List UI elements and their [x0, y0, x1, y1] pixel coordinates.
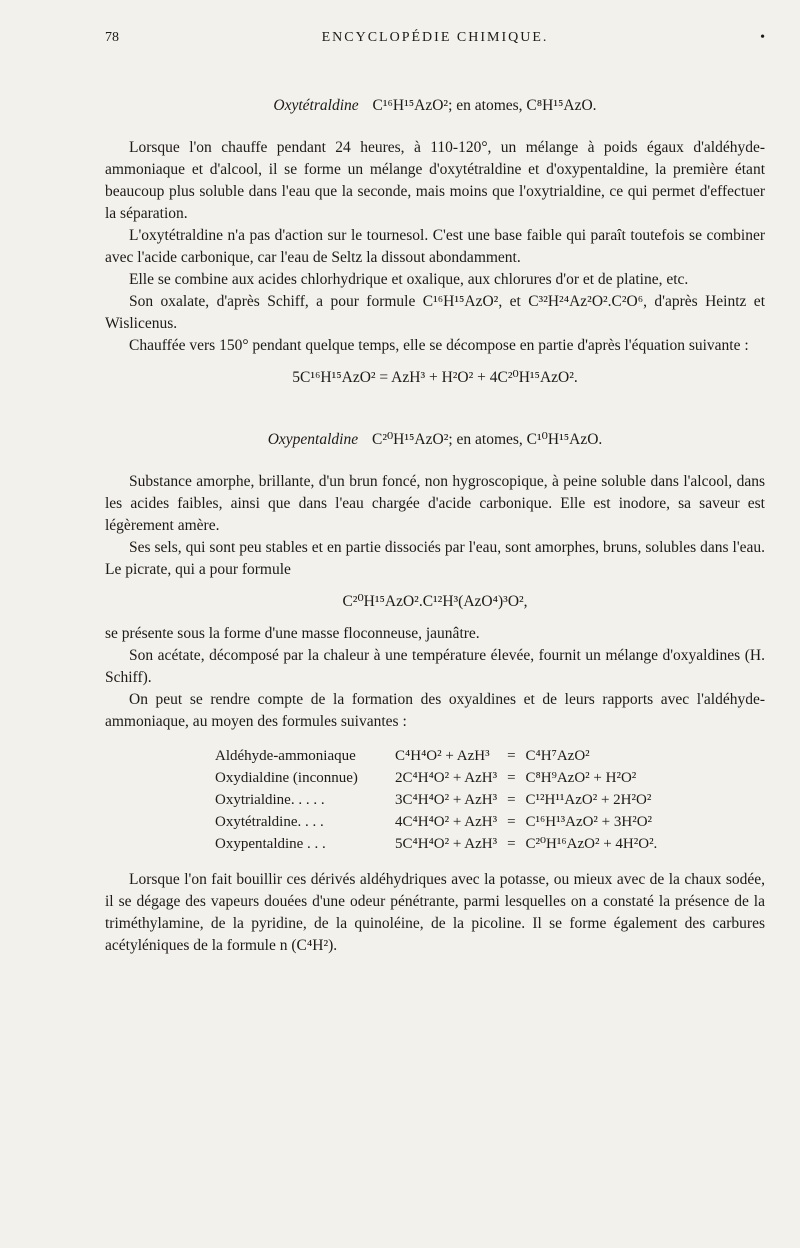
page-number: 78	[105, 30, 119, 45]
formula-lhs: 3C⁴H⁴O² + AzH³	[395, 792, 498, 808]
section-title-oxytetraldine	[105, 95, 765, 117]
equals-sign: =	[507, 770, 516, 786]
decomposition-equation: 5C¹⁶H¹⁵AzO² = AzH³ + H²O² + 4C²⁰H¹⁵AzO².	[292, 369, 578, 386]
formula-label: Oxypentaldine . . .	[215, 836, 326, 852]
formula-rhs: C¹⁶H¹³AzO² + 3H²O²	[525, 814, 653, 830]
formula-table	[215, 745, 662, 855]
formula-rhs: C¹²H¹¹AzO² + 2H²O²	[525, 792, 652, 808]
paragraph: Substance amorphe, brillante, d'un brun foncé, non hygroscopique, à peine soluble dans l'alcool, dans les acides faibles, ainsi que dans l'eau chargée d'acide carbonique. Elle est inodore, sa saveur est légèrement amère.	[105, 473, 765, 534]
formula-lhs: 4C⁴H⁴O² + AzH³	[395, 814, 498, 830]
equals-sign: =	[507, 792, 516, 808]
compound-name: Oxytétraldine	[273, 97, 359, 114]
equals-sign: =	[507, 814, 516, 830]
formula-row	[215, 833, 662, 855]
equals-sign: =	[507, 748, 516, 764]
paragraph: se présente sous la forme d'une masse floconneuse, jaunâtre.	[105, 625, 480, 642]
paragraph: Chauffée vers 150° pendant quelque temps, elle se décompose en partie d'après l'équation suivante :	[129, 337, 749, 354]
picrate-formula: C²⁰H¹⁵AzO².C¹²H³(AzO⁴)³O²,	[342, 593, 528, 610]
paragraph: L'oxytétraldine n'a pas d'action sur le tournesol. C'est une base faible qui paraît toutefois se combiner avec l'acide carbonique, car l'eau de Seltz la dissout abondamment.	[105, 227, 765, 266]
running-title: ENCYCLOPÉDIE CHIMIQUE.	[321, 30, 549, 45]
formula-rhs: C²⁰H¹⁶AzO² + 4H²O².	[525, 836, 658, 852]
section-title-oxypentaldine	[105, 429, 765, 451]
paragraph: On peut se rendre compte de la formation des oxyaldines et de leurs rapports avec l'aldéhyde-ammoniaque, au moyen des formules suivantes :	[105, 691, 765, 730]
formula-label: Oxydialdine (inconnue)	[215, 770, 358, 786]
equals-sign: =	[507, 836, 516, 852]
formula-label: Aldéhyde-ammoniaque	[215, 748, 356, 764]
paragraph: Elle se combine aux acides chlorhydrique et oxalique, aux chlorures d'or et de platine, etc.	[129, 271, 689, 288]
formula-lhs: 2C⁴H⁴O² + AzH³	[395, 770, 498, 786]
formula-row	[215, 745, 662, 767]
formula-lhs: C⁴H⁴O² + AzH³	[395, 748, 490, 764]
formula-rhs: C⁴H⁷AzO²	[525, 748, 590, 764]
formula-rhs: C⁸H⁹AzO² + H²O²	[525, 770, 637, 786]
paragraph: Ses sels, qui sont peu stables et en partie dissociés par l'eau, sont amorphes, bruns, solubles dans l'eau. Le picrate, qui a pour formule	[105, 539, 765, 578]
formula-row	[215, 811, 662, 833]
paragraph: Son oxalate, d'après Schiff, a pour formule C¹⁶H¹⁵AzO², et C³²H²⁴Az²O².C²O⁶, d'après Heintz et Wislicenus.	[105, 293, 765, 332]
compound-formula: C²⁰H¹⁵AzO²; en atomes, C¹⁰H¹⁵AzO.	[371, 431, 603, 448]
paragraph: Lorsque l'on chauffe pendant 24 heures, à 110-120°, un mélange à poids égaux d'aldéhyde-ammoniaque et d'alcool, il se forme un mélange d'oxytétraldine et d'oxypentaldine, la première étant beaucoup plus soluble dans l'eau que la seconde, mais moins que l'oxytrialdine, ce qui permet d'effectuer la séparation.	[105, 139, 765, 222]
compound-name: Oxypentaldine	[267, 431, 359, 448]
formula-lhs: 5C⁴H⁴O² + AzH³	[395, 836, 498, 852]
formula-label: Oxytrialdine. . . . .	[215, 792, 325, 808]
formula-label: Oxytétraldine. . . .	[215, 814, 324, 830]
formula-row	[215, 767, 662, 789]
formula-row	[215, 789, 662, 811]
page-body	[105, 95, 765, 957]
header-mark: •	[760, 30, 765, 45]
paragraph: Lorsque l'on fait bouillir ces dérivés aldéhydriques avec la potasse, ou mieux avec de la chaux sodée, il se dégage des vapeurs douées d'une odeur pénétrante, parmi lesquelles on a constaté la présence de la triméthylamine, de la pyridine, de la quinoléine, de la picoline. Il se forme également des carbures acétyléniques de la formule n (C⁴H²).	[105, 871, 765, 954]
page-header	[105, 30, 765, 50]
compound-formula: C¹⁶H¹⁵AzO²; en atomes, C⁸H¹⁵AzO.	[372, 97, 597, 114]
paragraph: Son acétate, décomposé par la chaleur à une température élevée, fournit un mélange d'oxyaldines (H. Schiff).	[105, 647, 765, 686]
